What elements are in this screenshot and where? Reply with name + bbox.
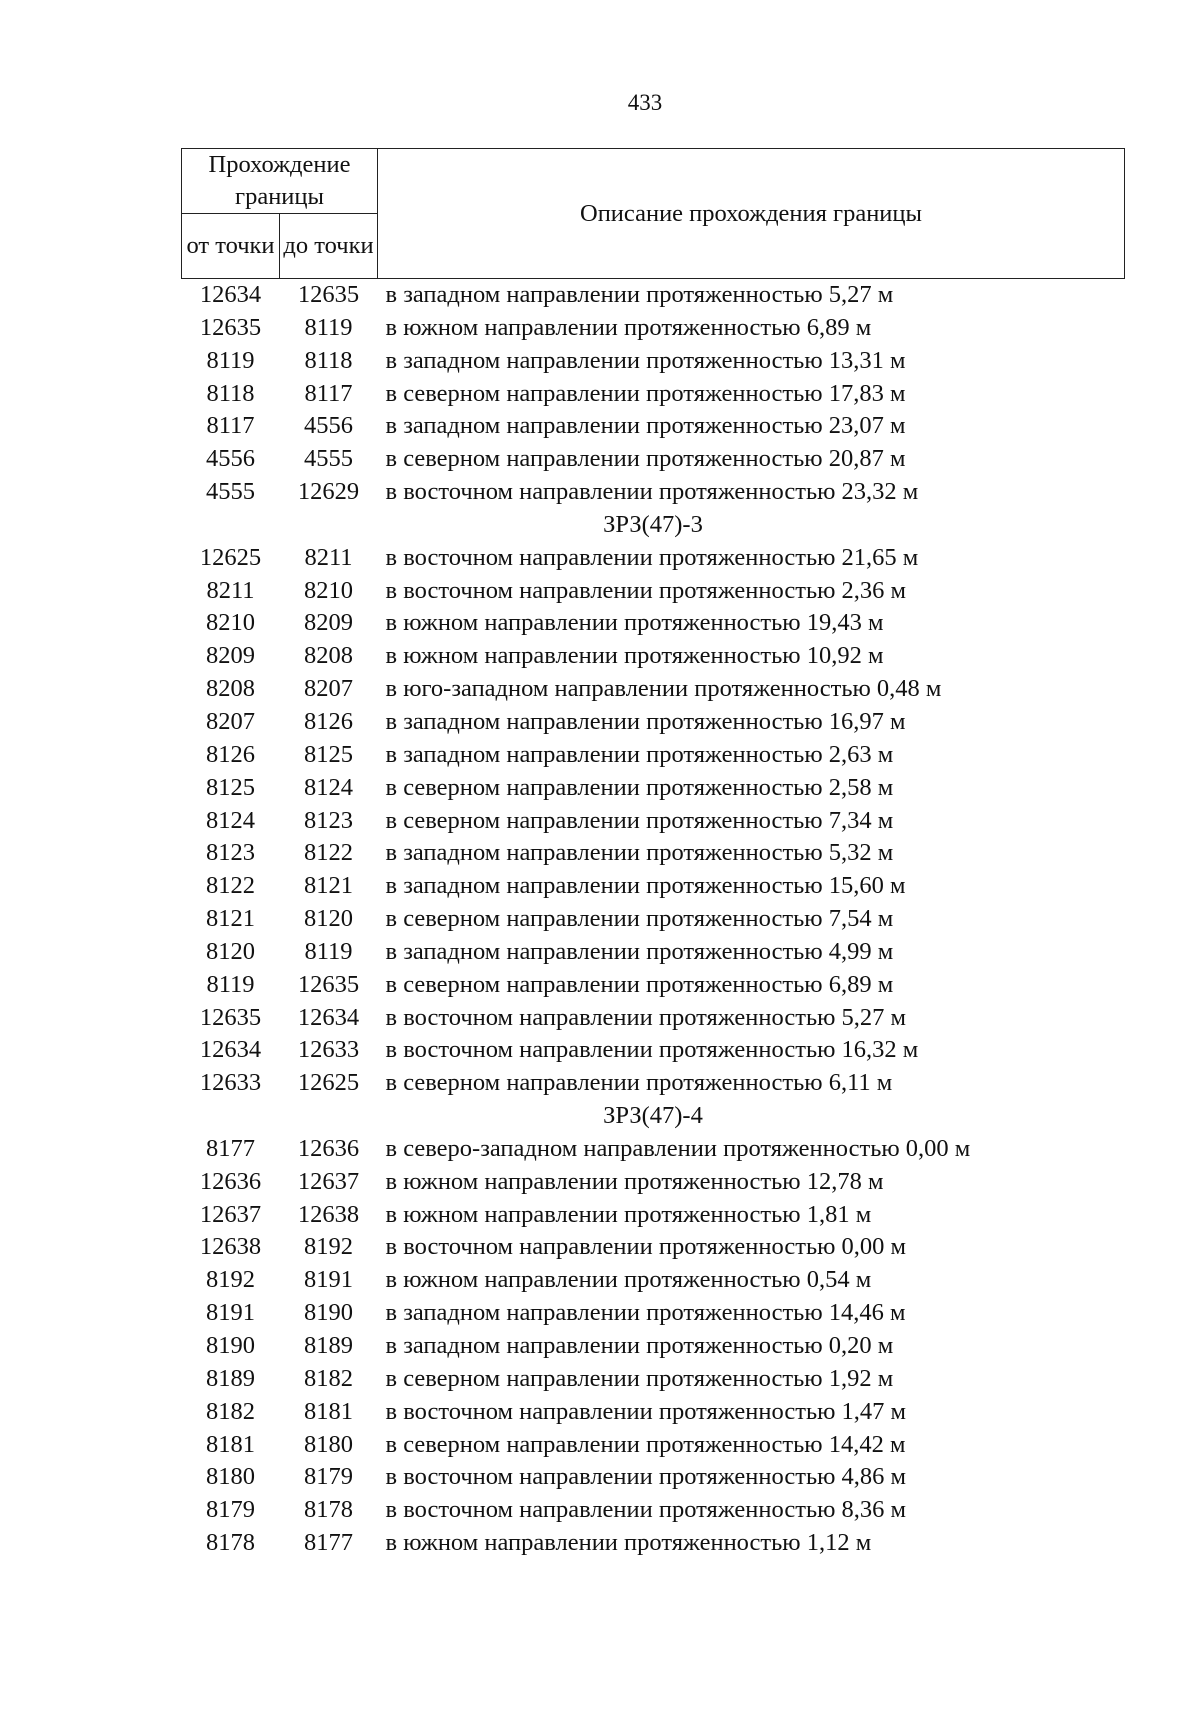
to-point-cell: 8117 xyxy=(304,379,353,407)
description-cell: в северном направлении протяженностью 2,58 м xyxy=(385,773,894,801)
table-row xyxy=(182,706,1125,739)
to-point-cell: 8122 xyxy=(304,839,353,867)
description-cell: в западном направлении протяженностью 15,60 м xyxy=(385,872,906,900)
to-point-cell: 12629 xyxy=(297,478,360,506)
to-point-cell: 8207 xyxy=(304,675,353,703)
from-point-cell: 8119 xyxy=(206,346,255,374)
from-point-cell: 8210 xyxy=(206,609,255,637)
description-cell: в западном направлении протяженностью 13,31 м xyxy=(385,346,906,374)
from-point-cell: 12634 xyxy=(199,281,262,308)
to-point-cell: 8120 xyxy=(304,905,353,933)
from-point-cell: 12637 xyxy=(199,1200,262,1228)
table-row xyxy=(182,378,1125,411)
header-to-point: до точки xyxy=(280,214,378,279)
table-row xyxy=(182,1494,1125,1527)
from-point-cell: 8117 xyxy=(206,412,255,440)
to-point-cell: 12625 xyxy=(297,1069,360,1097)
table-row xyxy=(182,1264,1125,1297)
description-cell: в восточном направлении протяженностью 8,36 м xyxy=(385,1496,907,1524)
description-cell: в северном направлении протяженностью 14,42 м xyxy=(385,1430,906,1458)
to-point-cell: 4556 xyxy=(304,412,353,440)
description-cell: в западном направлении протяженностью 4,99 м xyxy=(385,937,894,965)
from-point-cell: 8124 xyxy=(206,806,255,834)
table-row xyxy=(182,673,1125,706)
description-cell: в южном направлении протяженностью 10,92 м xyxy=(385,642,884,670)
description-cell: в южном направлении протяженностью 12,78 м xyxy=(385,1167,884,1195)
description-cell: в восточном направлении протяженностью 0,00 м xyxy=(385,1233,907,1261)
to-point-cell: 12637 xyxy=(297,1167,360,1195)
to-point-cell: 8208 xyxy=(304,642,353,670)
description-cell: в южном направлении протяженностью 1,81 м xyxy=(385,1200,872,1228)
from-point-cell: 8191 xyxy=(206,1299,255,1327)
description-cell: в южном направлении протяженностью 0,54 м xyxy=(385,1266,872,1294)
to-point-cell: 8118 xyxy=(304,346,353,374)
to-point-cell: 8190 xyxy=(304,1299,353,1327)
description-cell: в южном направлении протяженностью 19,43 м xyxy=(385,609,884,637)
description-cell: в северном направлении протяженностью 17,83 м xyxy=(385,379,906,407)
description-cell: в восточном направлении протяженностью 4,86 м xyxy=(385,1463,907,1491)
header-boundary-passage: Прохождение границы xyxy=(182,149,378,214)
description-cell: в южном направлении протяженностью 1,12 м xyxy=(385,1529,872,1557)
description-cell: в северном направлении протяженностью 7,34 м xyxy=(385,806,894,834)
description-cell: в восточном направлении протяженностью 23,32 м xyxy=(385,478,919,506)
to-point-cell: 8211 xyxy=(304,543,353,571)
table-row xyxy=(182,969,1125,1002)
from-point-cell: 8121 xyxy=(206,905,255,933)
description-cell: в западном направлении протяженностью 16,97 м xyxy=(385,707,906,735)
from-point-cell: 8177 xyxy=(206,1134,255,1162)
from-point-cell: 8178 xyxy=(206,1529,255,1557)
to-point-cell: 8182 xyxy=(304,1364,353,1392)
description-cell: в восточном направлении протяженностью 5,27 м xyxy=(385,1003,907,1031)
table-row xyxy=(182,1396,1125,1429)
to-point-cell: 8181 xyxy=(304,1397,353,1425)
description-cell: в западном направлении протяженностью 5,32 м xyxy=(385,839,894,867)
from-point-cell: 8211 xyxy=(206,576,255,604)
header-from-point: от точки xyxy=(182,214,280,279)
table-row xyxy=(182,476,1125,509)
table-row xyxy=(182,903,1125,936)
from-point-cell: 8180 xyxy=(206,1463,255,1491)
table-row xyxy=(182,312,1125,345)
to-point-cell: 8124 xyxy=(304,773,353,801)
to-point-cell: 8191 xyxy=(304,1266,353,1294)
description-cell: в восточном направлении протяженностью 16,32 м xyxy=(385,1036,919,1064)
to-point-cell: 8126 xyxy=(304,707,353,735)
section-heading-row xyxy=(182,1100,1125,1133)
table-row xyxy=(182,1363,1125,1396)
description-cell: в западном направлении протяженностью 0,20 м xyxy=(385,1332,894,1359)
boundary-table xyxy=(181,148,1125,1560)
description-cell: в западном направлении протяженностью 14,46 м xyxy=(385,1299,906,1327)
to-point-cell: 8210 xyxy=(304,576,353,604)
table-row xyxy=(182,1527,1125,1560)
description-cell: в восточном направлении протяженностью 2,36 м xyxy=(385,576,907,604)
description-cell: в северном направлении протяженностью 6,11 м xyxy=(385,1069,893,1097)
table-row xyxy=(182,1429,1125,1462)
to-point-cell: 8123 xyxy=(304,806,353,834)
description-cell: в западном направлении протяженностью 5,27 м xyxy=(385,281,894,308)
table-row xyxy=(182,1067,1125,1100)
table-row xyxy=(182,443,1125,476)
description-cell: в северном направлении протяженностью 20,87 м xyxy=(385,445,906,473)
to-point-cell: 4555 xyxy=(304,445,353,473)
table-row xyxy=(182,1199,1125,1232)
description-cell: в южном направлении протяженностью 6,89 м xyxy=(385,313,872,341)
to-point-cell: 8179 xyxy=(304,1463,353,1491)
description-cell: в западном направлении протяженностью 2,63 м xyxy=(385,740,894,768)
table-row xyxy=(182,739,1125,772)
from-point-cell: 8125 xyxy=(206,773,255,801)
table-row xyxy=(182,1461,1125,1494)
to-point-cell: 8119 xyxy=(304,937,353,965)
description-cell: в северо-западном направлении протяженностью 0,00 м xyxy=(385,1134,971,1162)
table-row xyxy=(182,1034,1125,1067)
from-point-cell: 12635 xyxy=(199,1003,262,1031)
to-point-cell: 8189 xyxy=(304,1332,353,1359)
to-point-cell: 8119 xyxy=(304,313,353,341)
from-point-cell: 8179 xyxy=(206,1496,255,1524)
from-point-cell: 8189 xyxy=(206,1364,255,1392)
from-point-cell: 8192 xyxy=(206,1266,255,1294)
from-point-cell: 8207 xyxy=(206,707,255,735)
to-point-cell: 12635 xyxy=(297,281,360,308)
table-row xyxy=(182,345,1125,378)
description-cell: в северном направлении протяженностью 7,54 м xyxy=(385,905,894,933)
from-point-cell: 8182 xyxy=(206,1397,255,1425)
from-point-cell: 8122 xyxy=(206,872,255,900)
to-point-cell: 12635 xyxy=(297,970,360,998)
table-row xyxy=(182,410,1125,443)
from-point-cell: 12625 xyxy=(199,543,262,571)
table-row xyxy=(182,542,1125,575)
table-row xyxy=(182,1297,1125,1330)
table-row xyxy=(182,575,1125,608)
to-point-cell: 12638 xyxy=(297,1200,360,1228)
from-point-cell: 8119 xyxy=(206,970,255,998)
table-header xyxy=(182,149,1125,279)
table-row xyxy=(182,640,1125,673)
page-number: 433 xyxy=(627,90,663,115)
from-point-cell: 8120 xyxy=(206,937,255,965)
table-row xyxy=(182,1133,1125,1166)
table-body xyxy=(182,279,1125,1560)
table-row xyxy=(182,1231,1125,1264)
description-cell: в северном направлении протяженностью 6,89 м xyxy=(385,970,894,998)
table-row xyxy=(182,1330,1125,1363)
from-point-cell: 8126 xyxy=(206,740,255,768)
from-point-cell: 4555 xyxy=(206,478,255,506)
from-point-cell: 12635 xyxy=(199,313,262,341)
from-point-cell: 8118 xyxy=(206,379,255,407)
section-heading: ЗРЗ(47)-3 xyxy=(603,510,703,538)
from-point-cell: 12633 xyxy=(199,1069,262,1097)
from-point-cell: 8209 xyxy=(206,642,255,670)
from-point-cell: 8190 xyxy=(206,1332,255,1359)
description-cell: в восточном направлении протяженностью 21,65 м xyxy=(385,543,919,571)
table-row xyxy=(182,805,1125,838)
table-row xyxy=(182,870,1125,903)
description-cell: в западном направлении протяженностью 23,07 м xyxy=(385,412,906,440)
table-row xyxy=(182,837,1125,870)
description-cell: в северном направлении протяженностью 1,92 м xyxy=(385,1364,894,1392)
from-point-cell: 12638 xyxy=(199,1233,262,1261)
from-point-cell: 8208 xyxy=(206,675,255,703)
to-point-cell: 8180 xyxy=(304,1430,353,1458)
section-heading-row xyxy=(182,509,1125,542)
to-point-cell: 12636 xyxy=(297,1134,360,1162)
to-point-cell: 12633 xyxy=(297,1036,360,1064)
from-point-cell: 8181 xyxy=(206,1430,255,1458)
table-row xyxy=(182,772,1125,805)
description-cell: в восточном направлении протяженностью 1,47 м xyxy=(385,1397,907,1425)
to-point-cell: 12634 xyxy=(297,1003,360,1031)
to-point-cell: 8121 xyxy=(304,872,353,900)
from-point-cell: 8123 xyxy=(206,839,255,867)
table-row xyxy=(182,936,1125,969)
to-point-cell: 8177 xyxy=(304,1529,353,1557)
from-point-cell: 12636 xyxy=(199,1167,262,1195)
table-row xyxy=(182,279,1125,312)
section-heading: ЗРЗ(47)-4 xyxy=(603,1102,703,1130)
table-row xyxy=(182,607,1125,640)
description-cell: в юго-западном направлении протяженностью 0,48 м xyxy=(385,675,942,703)
table-row xyxy=(182,1166,1125,1199)
table-row xyxy=(182,1002,1125,1035)
to-point-cell: 8178 xyxy=(304,1496,353,1524)
header-description: Описание прохождения границы xyxy=(378,149,1125,279)
from-point-cell: 4556 xyxy=(206,445,255,473)
from-point-cell: 12634 xyxy=(199,1036,262,1064)
to-point-cell: 8192 xyxy=(304,1233,353,1261)
to-point-cell: 8209 xyxy=(304,609,353,637)
to-point-cell: 8125 xyxy=(304,740,353,768)
